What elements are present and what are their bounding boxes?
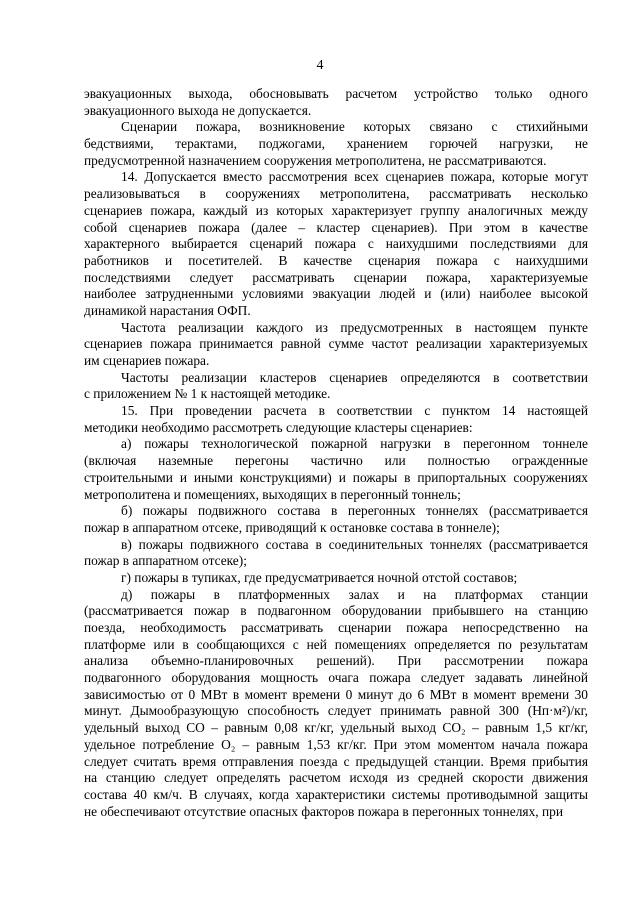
paragraph-line: 14. Допускается вместо рассмотрения всех сценариев пожара, которые могут [121, 169, 588, 185]
paragraph-line: анализа объемно-планировочных решений). При рассмотрении пожара [84, 653, 588, 669]
paragraph-line: 15. При проведении расчета в соответствии с пунктом 14 настоящей [121, 403, 588, 419]
paragraph-line: методики необходимо рассмотреть следующие кластеры сценариев: [84, 419, 473, 435]
paragraph-line: пожар в аппаратном отсеке, приводящий к остановке состава в тоннеле); [84, 519, 500, 535]
paragraph-line: эвакуационных выхода, обосновывать расчетом устройство только одного [84, 86, 588, 101]
paragraph-line: удельное потребление О₂ – равным 1,53 кг/кг. При этом моментом начала пожара [84, 736, 588, 752]
paragraph-line: б) пожары подвижного состава в перегонных тоннелях (рассматривается [121, 503, 588, 519]
paragraph [84, 570, 588, 587]
paragraph-line: бедствиями, терактами, поджогами, хранением горючей нагрузки, не [84, 136, 588, 152]
paragraph-line: пожар в аппаратном отсеке); [84, 553, 247, 569]
paragraph-line: эвакуационного выхода не допускается. [84, 102, 312, 118]
paragraph [84, 537, 588, 570]
paragraph-line: минут. Дымообразующую способность следует принимать равной 300 (Нп·м²)/кг, [84, 703, 588, 719]
paragraph-line: Частота реализации каждого из предусмотренных в настоящем пункте [121, 319, 588, 335]
paragraph-line: сценариев пожара, каждый из которых характеризует группу аналогичных между [84, 202, 588, 218]
paragraph-line: последствиями следует рассматривать сценарии пожара, характеризуемые [84, 269, 588, 285]
paragraph [84, 169, 588, 319]
paragraph-line: не обеспечивают отсутствие опасных факторов пожара в перегонных тоннелях, при [84, 803, 563, 819]
paragraph-line: на станцию следует определять расчетом исходя из средней скорости движения [84, 770, 588, 786]
paragraph-line: наиболее затрудненными условиями эвакуации людей и (или) наиболее высокой [84, 286, 588, 302]
paragraph-line: в) пожары подвижного состава в соединительных тоннелях (рассматривается [121, 536, 588, 552]
paragraph-line: строительными и иными конструкциями) и пожары в припортальных сооружениях [84, 469, 588, 485]
paragraph-line: реализовываться в сооружениях метрополитена, рассматривать несколько [84, 186, 588, 202]
paragraph-line: следует считать время отправления поезда с предыдущей станции. Время прибытия [84, 753, 588, 769]
paragraph-line: сценариев пожара принимается равной сумме частот реализации характеризуемых [84, 336, 588, 352]
paragraph-line: им сценариев пожара. [84, 353, 210, 368]
paragraph-line: с приложением № 1 к настоящей методике. [84, 386, 331, 402]
paragraph-line: характерного выбирается сценарий пожара с наихудшими последствиями для [84, 236, 588, 252]
paragraph [84, 436, 588, 503]
paragraph-line: а) пожары технологической пожарной нагрузки в перегонном тоннеле [121, 436, 588, 452]
paragraph [84, 119, 588, 169]
document-body [84, 86, 588, 820]
paragraph-line: платформе или в сообщающихся с ней помещениях определяется по результатам [84, 636, 588, 652]
paragraph-line: Сценарии пожара, возникновение которых связано с стихийными [121, 119, 588, 135]
paragraph [84, 320, 588, 370]
paragraph-line: предусмотренной назначением сооружения метрополитена, не рассматриваются. [84, 152, 547, 168]
paragraph [84, 86, 588, 119]
page-number: 4 [316, 58, 324, 73]
paragraph [84, 370, 588, 403]
paragraph [84, 503, 588, 536]
paragraph-line: метрополитена и помещениях, выходящих в перегонный тоннель; [84, 486, 461, 502]
paragraph-line: (включая наземные перегоны частично или полностью огражденные [84, 453, 588, 469]
paragraph-line: собой сценариев пожара (далее – кластер сценариев). При этом в качестве [84, 219, 588, 235]
paragraph-line: подвагонного оборудования мощность очага пожара следует задавать линейной [84, 670, 588, 686]
paragraph-line: динамикой нарастания ОФП. [84, 302, 251, 318]
paragraph-line: удельный выход СО – равным 0,08 кг/кг, удельный выход СО₂ – равным 1,5 кг/кг, [84, 720, 588, 736]
paragraph-line: д) пожары в платформенных залах и на платформах станции [121, 586, 588, 602]
paragraph-line: г) пожары в тупиках, где предусматривается ночной отстой составов; [121, 569, 518, 585]
paragraph [84, 403, 588, 436]
paragraph [84, 587, 588, 821]
paragraph-line: поезда, необходимость рассматривать сценарии пожара непосредственно на [84, 620, 588, 635]
paragraph-line: зависимостью от 0 МВт в момент времени 0 минут до 6 МВт в момент времени 30 [84, 686, 588, 702]
paragraph-line: (рассматривается пожар в подвагонном оборудовании прибывшего на станцию [84, 603, 588, 619]
paragraph-line: состава 40 км/ч. В случаях, когда характеристики системы противодымной защиты [84, 786, 588, 802]
paragraph-line: Частоты реализации кластеров сценариев определяются в соответствии [121, 369, 588, 385]
paragraph-line: работников и посетителей. В качестве сценария пожара с наихудшими [84, 252, 588, 268]
